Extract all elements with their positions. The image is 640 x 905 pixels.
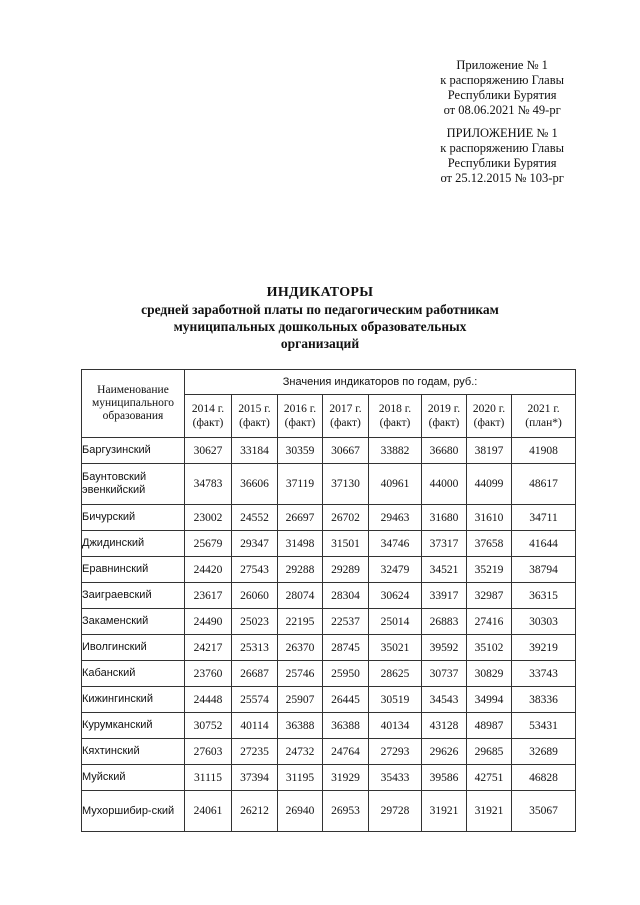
value-cell: 23002 — [185, 505, 232, 531]
value-cell: 27416 — [467, 609, 512, 635]
year-kind-label: (факт) — [428, 417, 460, 429]
value-cell: 46828 — [512, 765, 576, 791]
value-cell: 26687 — [232, 661, 278, 687]
value-cell: 30519 — [369, 687, 422, 713]
table-row — [82, 505, 576, 531]
value-cell: 25679 — [185, 531, 232, 557]
value-cell: 28745 — [323, 635, 369, 661]
value-cell: 33184 — [232, 438, 278, 464]
value-cell: 40961 — [369, 464, 422, 505]
value-cell: 38794 — [512, 557, 576, 583]
year-label: 2015 г. — [238, 403, 271, 415]
value-cell: 29347 — [232, 531, 278, 557]
appendix-line: Приложение № 1 — [456, 58, 548, 72]
value-cell: 34783 — [185, 464, 232, 505]
value-cell: 44000 — [422, 464, 467, 505]
title-main: ИНДИКАТОРЫ — [266, 285, 374, 300]
value-cell: 36388 — [323, 713, 369, 739]
region-name-cell: Бичурский — [82, 505, 185, 531]
year-kind-label: (план*) — [525, 417, 562, 429]
indicators-table — [81, 369, 576, 832]
value-cell: 30359 — [278, 438, 323, 464]
value-cell: 35102 — [467, 635, 512, 661]
value-cell: 32987 — [467, 583, 512, 609]
value-cell: 36680 — [422, 438, 467, 464]
value-cell: 33743 — [512, 661, 576, 687]
value-cell: 23760 — [185, 661, 232, 687]
region-name-cell: Мухоршибир-ский — [82, 791, 185, 832]
value-cell: 28074 — [278, 583, 323, 609]
region-name-cell: Кяхтинский — [82, 739, 185, 765]
value-cell: 27235 — [232, 739, 278, 765]
column-header-values: Значения индикаторов по годам, руб.: — [185, 370, 576, 395]
value-cell: 24420 — [185, 557, 232, 583]
value-cell: 31921 — [422, 791, 467, 832]
year-kind-label: (факт) — [192, 417, 224, 429]
year-label: 2014 г. — [191, 403, 225, 415]
value-cell: 27293 — [369, 739, 422, 765]
value-cell: 36606 — [232, 464, 278, 505]
value-cell: 41644 — [512, 531, 576, 557]
value-cell: 26940 — [278, 791, 323, 832]
value-cell: 44099 — [467, 464, 512, 505]
year-label: 2021 г. — [527, 403, 560, 415]
year-kind-label: (факт) — [473, 417, 505, 429]
year-label: 2016 г. — [283, 403, 317, 415]
value-cell: 48617 — [512, 464, 576, 505]
value-cell: 38197 — [467, 438, 512, 464]
value-cell: 34994 — [467, 687, 512, 713]
value-cell: 25950 — [323, 661, 369, 687]
title-subtitle-line: организаций — [280, 336, 360, 351]
value-cell: 28625 — [369, 661, 422, 687]
value-cell: 31115 — [185, 765, 232, 791]
year-kind-label: (факт) — [284, 417, 316, 429]
value-cell: 24764 — [323, 739, 369, 765]
table-row — [82, 791, 576, 832]
value-cell: 26697 — [278, 505, 323, 531]
value-cell: 40114 — [232, 713, 278, 739]
title-subtitle-line: муниципальных дошкольных образовательных — [173, 319, 467, 334]
table-row — [82, 661, 576, 687]
value-cell: 35021 — [369, 635, 422, 661]
region-name-cell: Иволгинский — [82, 635, 185, 661]
value-cell: 22537 — [323, 609, 369, 635]
column-header-year — [323, 395, 369, 438]
region-name-cell: Баргузинский — [82, 438, 185, 464]
region-name-cell: Джидинский — [82, 531, 185, 557]
value-cell: 34543 — [422, 687, 467, 713]
value-cell: 42751 — [467, 765, 512, 791]
value-cell: 24732 — [278, 739, 323, 765]
value-cell: 25574 — [232, 687, 278, 713]
value-cell: 34711 — [512, 505, 576, 531]
value-cell: 35219 — [467, 557, 512, 583]
table-row — [82, 687, 576, 713]
region-name-cell: Кабанский — [82, 661, 185, 687]
table-row — [82, 583, 576, 609]
title-subtitle — [0, 301, 640, 352]
value-cell: 30737 — [422, 661, 467, 687]
value-cell: 37119 — [278, 464, 323, 505]
table-row — [82, 609, 576, 635]
value-cell: 27603 — [185, 739, 232, 765]
value-cell: 35433 — [369, 765, 422, 791]
value-cell: 26060 — [232, 583, 278, 609]
value-cell: 37394 — [232, 765, 278, 791]
appendix-line: Республики Бурятия — [447, 156, 557, 170]
value-cell: 28304 — [323, 583, 369, 609]
appendix-line: от 25.12.2015 № 103-рг — [440, 171, 564, 185]
value-cell: 25313 — [232, 635, 278, 661]
year-label: 2018 г. — [378, 403, 412, 415]
value-cell: 39592 — [422, 635, 467, 661]
value-cell: 39219 — [512, 635, 576, 661]
column-header-year — [467, 395, 512, 438]
appendix-line: к распоряжению Главы — [440, 141, 564, 155]
table-row — [82, 531, 576, 557]
value-cell: 30829 — [467, 661, 512, 687]
value-cell: 43128 — [422, 713, 467, 739]
column-header-year — [512, 395, 576, 438]
value-cell: 24217 — [185, 635, 232, 661]
year-label: 2020 г. — [472, 403, 506, 415]
value-cell: 31680 — [422, 505, 467, 531]
value-cell: 26212 — [232, 791, 278, 832]
value-cell: 32689 — [512, 739, 576, 765]
value-cell: 34746 — [369, 531, 422, 557]
year-kind-label: (факт) — [379, 417, 411, 429]
value-cell: 38336 — [512, 687, 576, 713]
value-cell: 31498 — [278, 531, 323, 557]
value-cell: 37658 — [467, 531, 512, 557]
table-row — [82, 438, 576, 464]
value-cell: 29626 — [422, 739, 467, 765]
value-cell: 30752 — [185, 713, 232, 739]
table-row — [82, 713, 576, 739]
table-row — [82, 464, 576, 505]
table-row — [82, 557, 576, 583]
value-cell: 30303 — [512, 609, 576, 635]
value-cell: 26953 — [323, 791, 369, 832]
appendix-line: к распоряжению Главы — [440, 73, 564, 87]
region-name-cell: Курумканский — [82, 713, 185, 739]
value-cell: 31195 — [278, 765, 323, 791]
value-cell: 33882 — [369, 438, 422, 464]
column-header-year — [369, 395, 422, 438]
value-cell: 37130 — [323, 464, 369, 505]
value-cell: 24552 — [232, 505, 278, 531]
document-title — [0, 284, 640, 352]
year-label: 2019 г. — [427, 403, 461, 415]
column-header-year — [278, 395, 323, 438]
region-name-cell: Муйский — [82, 765, 185, 791]
value-cell: 26370 — [278, 635, 323, 661]
value-cell: 25023 — [232, 609, 278, 635]
value-cell: 25014 — [369, 609, 422, 635]
column-header-year — [185, 395, 232, 438]
value-cell: 34521 — [422, 557, 467, 583]
region-name-cell: Кижингинский — [82, 687, 185, 713]
value-cell: 39586 — [422, 765, 467, 791]
value-cell: 24448 — [185, 687, 232, 713]
value-cell: 25746 — [278, 661, 323, 687]
region-name-cell: Еравнинский — [82, 557, 185, 583]
table-header — [82, 370, 576, 438]
value-cell: 30667 — [323, 438, 369, 464]
value-cell: 26883 — [422, 609, 467, 635]
table-body — [82, 438, 576, 832]
column-header-year — [232, 395, 278, 438]
value-cell: 29685 — [467, 739, 512, 765]
value-cell: 36388 — [278, 713, 323, 739]
value-cell: 27543 — [232, 557, 278, 583]
value-cell: 53431 — [512, 713, 576, 739]
column-header-name: Наименование муниципального образования — [82, 370, 185, 438]
appendix-current-note — [440, 58, 564, 118]
value-cell: 37317 — [422, 531, 467, 557]
value-cell: 30624 — [369, 583, 422, 609]
value-cell: 31610 — [467, 505, 512, 531]
year-label: 2017 г. — [329, 403, 362, 415]
table-row — [82, 635, 576, 661]
value-cell: 29289 — [323, 557, 369, 583]
value-cell: 24490 — [185, 609, 232, 635]
appendix-line: Республики Бурятия — [447, 88, 557, 102]
year-kind-label: (факт) — [239, 417, 270, 429]
value-cell: 35067 — [512, 791, 576, 832]
value-cell: 31929 — [323, 765, 369, 791]
value-cell: 25907 — [278, 687, 323, 713]
value-cell: 24061 — [185, 791, 232, 832]
region-name-cell: Закаменский — [82, 609, 185, 635]
value-cell: 23617 — [185, 583, 232, 609]
value-cell: 31501 — [323, 531, 369, 557]
value-cell: 26445 — [323, 687, 369, 713]
value-cell: 33917 — [422, 583, 467, 609]
value-cell: 26702 — [323, 505, 369, 531]
column-header-year — [422, 395, 467, 438]
value-cell: 29463 — [369, 505, 422, 531]
value-cell: 29288 — [278, 557, 323, 583]
value-cell: 32479 — [369, 557, 422, 583]
value-cell: 48987 — [467, 713, 512, 739]
value-cell: 22195 — [278, 609, 323, 635]
appendix-line: от 08.06.2021 № 49-рг — [443, 103, 561, 117]
title-subtitle-line: средней заработной платы по педагогическим работникам — [141, 302, 499, 317]
value-cell: 36315 — [512, 583, 576, 609]
appendix-original-note — [440, 126, 564, 186]
table-row — [82, 739, 576, 765]
value-cell: 29728 — [369, 791, 422, 832]
region-name-cell: Заиграевский — [82, 583, 185, 609]
value-cell: 40134 — [369, 713, 422, 739]
value-cell: 30627 — [185, 438, 232, 464]
table-row — [82, 765, 576, 791]
value-cell: 31921 — [467, 791, 512, 832]
value-cell: 41908 — [512, 438, 576, 464]
appendix-line: ПРИЛОЖЕНИЕ № 1 — [446, 126, 558, 140]
region-name-cell: Баунтовский эвенкийский — [82, 464, 185, 505]
year-kind-label: (факт) — [330, 417, 361, 429]
